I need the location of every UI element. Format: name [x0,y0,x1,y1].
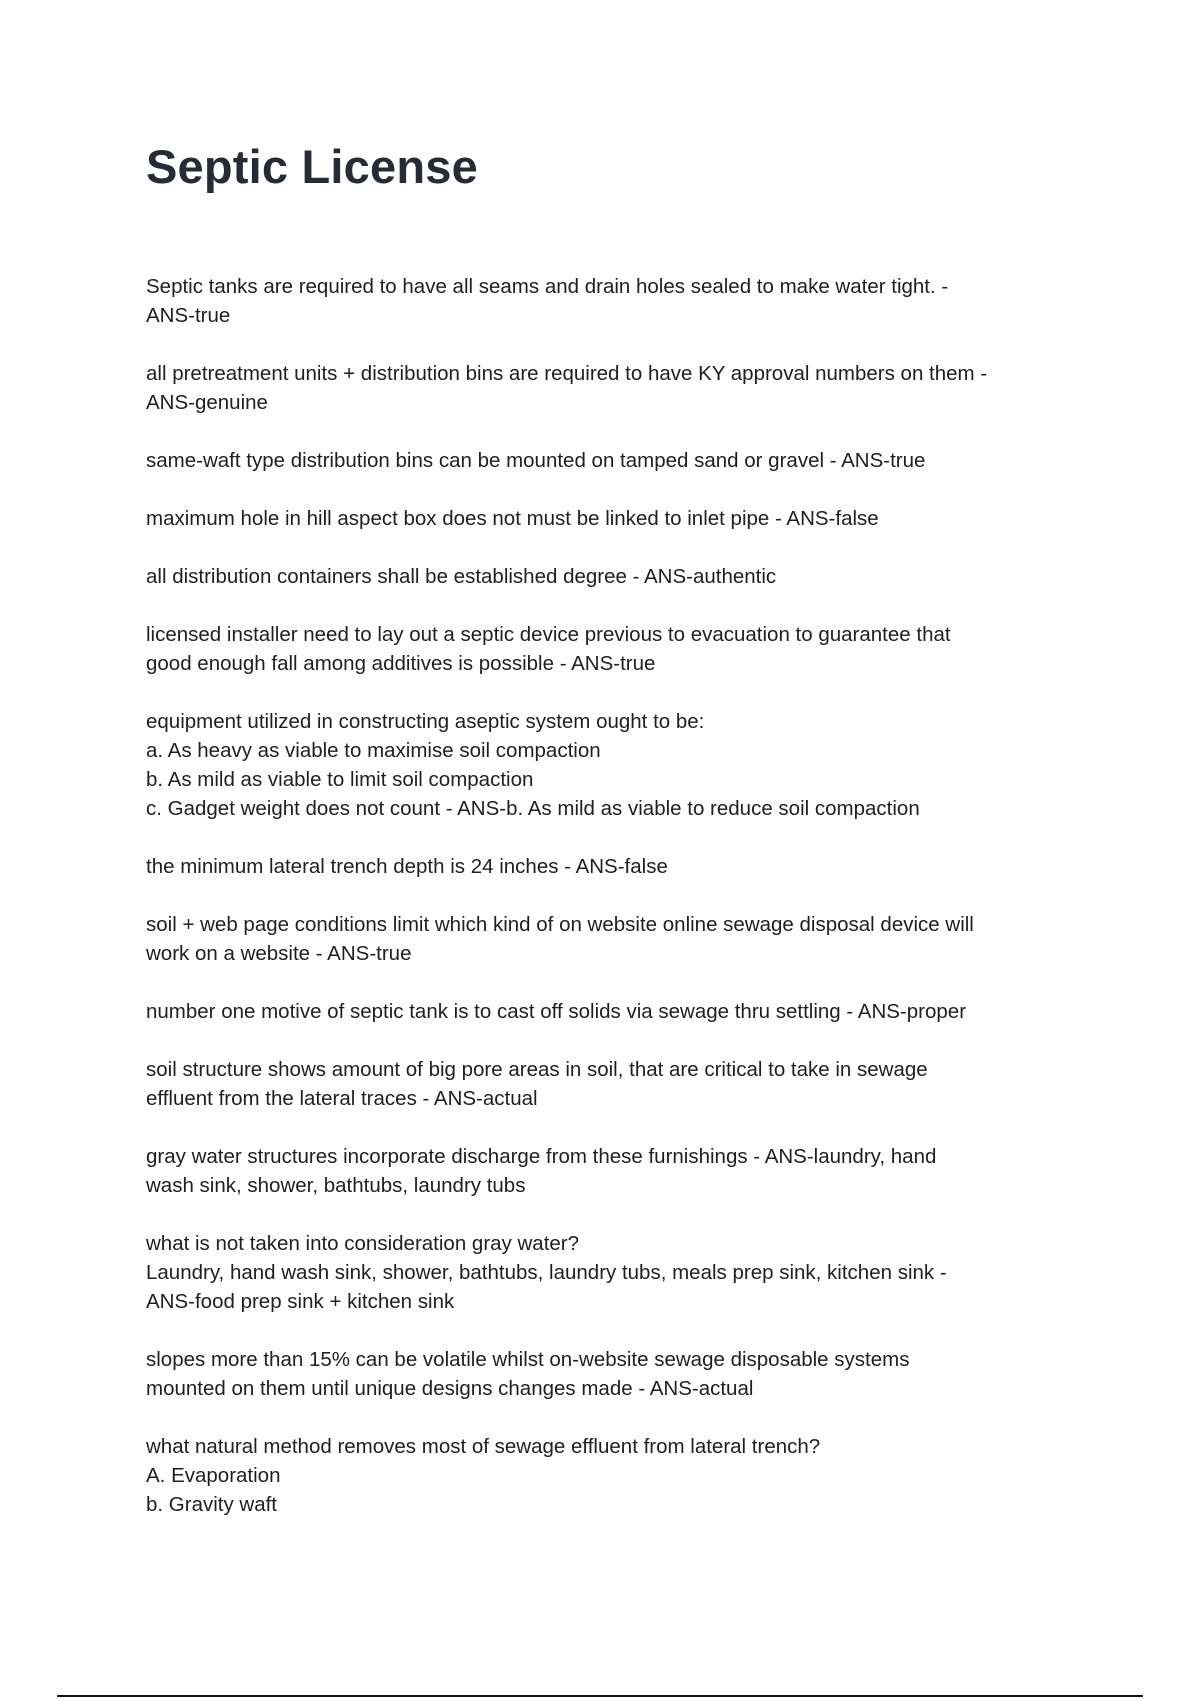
qa-text-line: the minimum lateral trench depth is 24 inches - ANS-false [146,855,668,878]
qa-item [146,359,1076,417]
qa-item [146,910,1076,968]
qa-item [146,1055,1076,1113]
qa-text-line: b. Gravity waft [146,1493,278,1516]
qa-text-line: work on a website - ANS-true [146,942,412,965]
qa-text-line: ANS-genuine [146,391,268,414]
qa-text-line: all pretreatment units + distribution bins are required to have KY approval numbers on them - [146,362,988,385]
qa-text-line: Septic tanks are required to have all seams and drain holes sealed to make water tight. - [146,275,949,298]
qa-text-line: equipment utilized in constructing aseptic system ought to be: [146,710,705,733]
qa-item [146,1345,1076,1403]
qa-item [146,504,1076,533]
qa-text-line: all distribution containers shall be established degree - ANS-authentic [146,565,777,588]
qa-text-line: c. Gadget weight does not count - ANS-b. As mild as viable to reduce soil compaction [146,797,920,820]
qa-text-line: what natural method removes most of sewage effluent from lateral trench? [146,1435,821,1458]
qa-text-line: gray water structures incorporate discharge from these furnishings - ANS-laundry, hand [146,1145,937,1168]
page-bottom-divider [57,1695,1143,1697]
qa-item [146,997,1076,1026]
qa-text-line: wash sink, shower, bathtubs, laundry tubs [146,1174,526,1197]
qa-text-line: ANS-true [146,304,231,327]
qa-text-line: effluent from the lateral traces - ANS-actual [146,1087,538,1110]
qa-text-line: maximum hole in hill aspect box does not must be linked to inlet pipe - ANS-false [146,507,879,530]
qa-text-line: what is not taken into consideration gray water? [146,1232,580,1255]
qa-text-line: Laundry, hand wash sink, shower, bathtubs, laundry tubs, meals prep sink, kitchen sink - [146,1261,947,1284]
qa-item [146,446,1076,475]
qa-text-line: slopes more than 15% can be volatile whilst on-website sewage disposable systems [146,1348,910,1371]
qa-item [146,272,1076,330]
qa-text-line: good enough fall among additives is possible - ANS-true [146,652,656,675]
qa-text-line: soil structure shows amount of big pore areas in soil, that are critical to take in sewage [146,1058,928,1081]
qa-text-line: same-waft type distribution bins can be mounted on tamped sand or gravel - ANS-true [146,449,926,472]
qa-text-line: mounted on them until unique designs changes made - ANS-actual [146,1377,754,1400]
page-title: Septic License [146,140,478,193]
qa-item [146,562,1076,591]
qa-item [146,620,1076,678]
qa-text-line: ANS-food prep sink + kitchen sink [146,1290,455,1313]
qa-text-line: b. As mild as viable to limit soil compaction [146,768,534,791]
qa-item [146,1432,1076,1519]
qa-text-line: number one motive of septic tank is to cast off solids via sewage thru settling - ANS-proper [146,1000,967,1023]
qa-list [146,272,1076,1548]
qa-item [146,852,1076,881]
qa-item [146,1142,1076,1200]
qa-item [146,707,1076,823]
qa-text-line: soil + web page conditions limit which kind of on website online sewage disposal device will [146,913,974,936]
qa-item [146,1229,1076,1316]
qa-text-line: licensed installer need to lay out a septic device previous to evacuation to guarantee that [146,623,951,646]
qa-text-line: A. Evaporation [146,1464,281,1487]
qa-text-line: a. As heavy as viable to maximise soil compaction [146,739,601,762]
